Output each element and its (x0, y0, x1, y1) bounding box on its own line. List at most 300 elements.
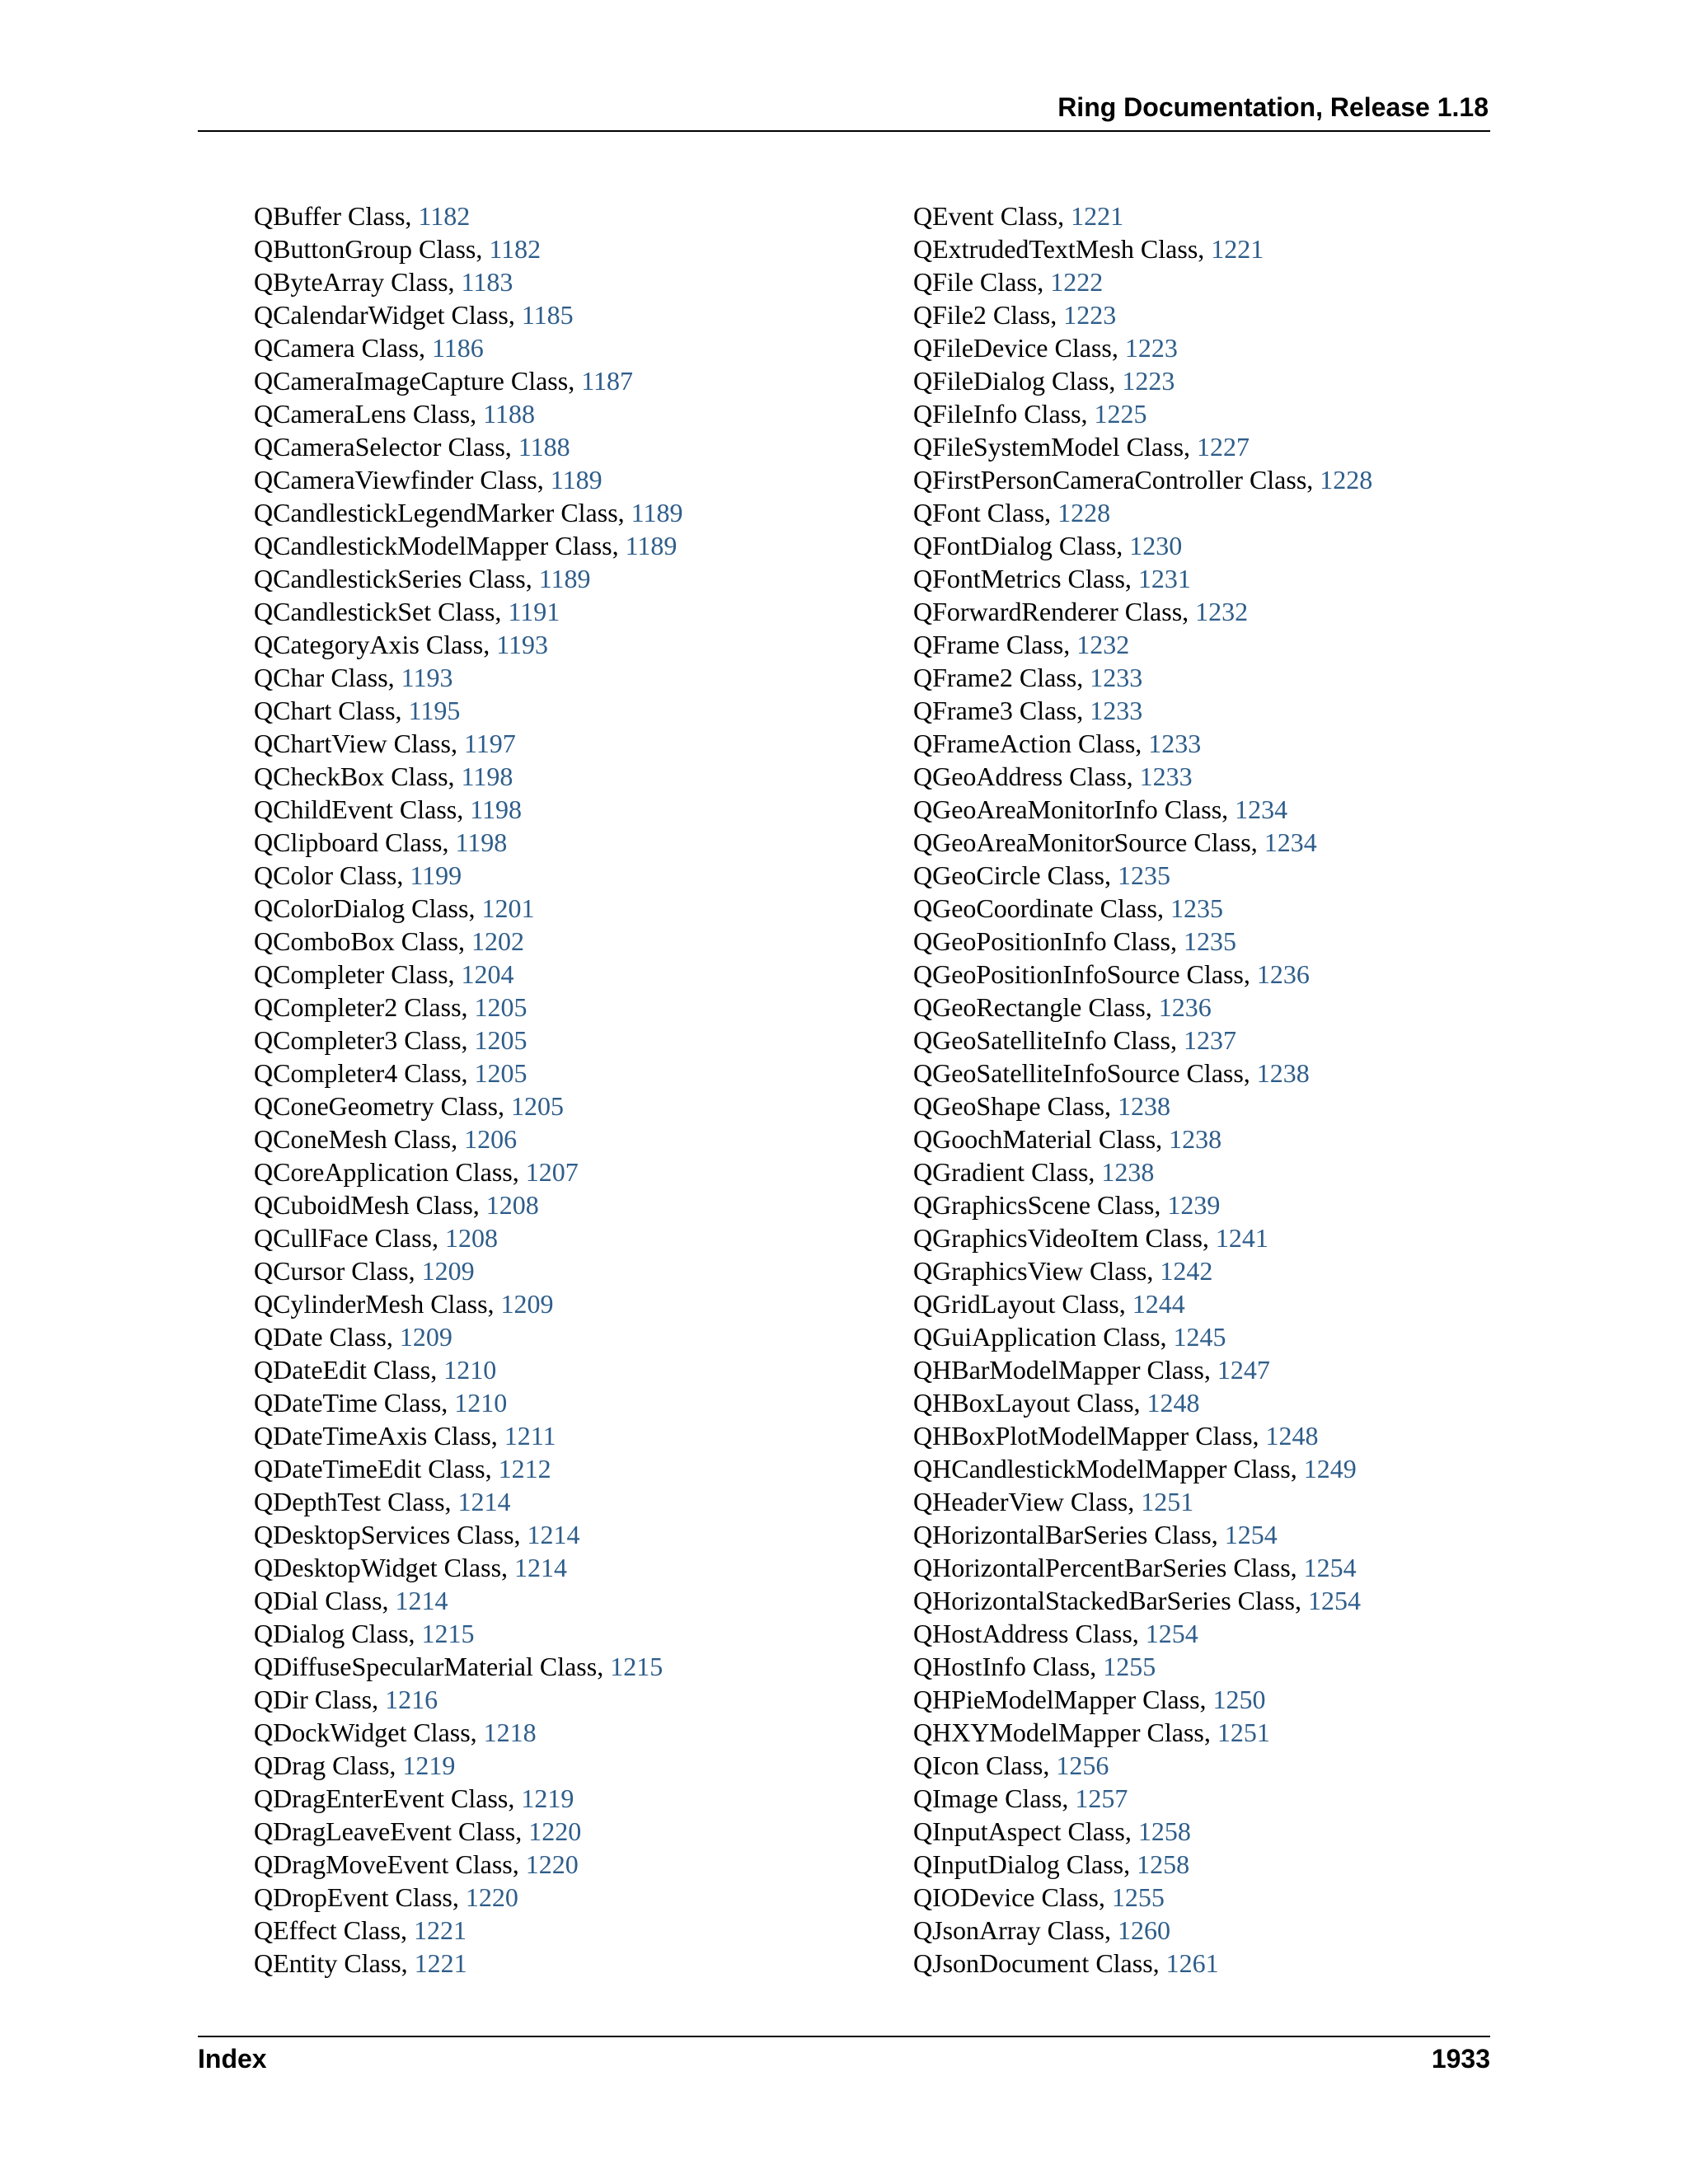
page-number-link[interactable]: 1201 (481, 893, 535, 923)
page-number-link[interactable]: 1205 (474, 1058, 528, 1088)
index-entry: QFileDevice Class, 1223 (913, 333, 1178, 363)
index-term: QFile Class (913, 267, 1038, 297)
index-term: QInputDialog Class (913, 1849, 1124, 1879)
page-number-link[interactable]: 1198 (455, 827, 508, 857)
index-term: QExtrudedTextMesh Class (913, 234, 1198, 264)
page-number-link[interactable]: 1234 (1235, 794, 1288, 824)
index-term: QCuboidMesh Class (254, 1190, 473, 1220)
index-entry: QComboBox Class, 1202 (254, 926, 525, 956)
index-term: QBuffer Class (254, 201, 406, 231)
index-term: QJsonArray Class (913, 1915, 1104, 1945)
index-term: QDateEdit Class (254, 1355, 431, 1385)
index-term: QHostAddress Class (913, 1619, 1132, 1648)
index-term: QClipboard Class (254, 827, 443, 857)
page-number-link[interactable]: 1193 (401, 663, 453, 692)
index-term: QHBoxPlotModelMapper Class (913, 1421, 1253, 1451)
page-number-link[interactable]: 1189 (625, 531, 678, 560)
page-number-link[interactable]: 1247 (1217, 1355, 1270, 1385)
index-entry: QGoochMaterial Class, 1238 (913, 1124, 1222, 1154)
index-entry: QHXYModelMapper Class, 1251 (913, 1718, 1270, 1747)
page-number-link[interactable]: 1227 (1197, 432, 1250, 462)
index-entry: QDateEdit Class, 1210 (254, 1355, 497, 1385)
page-number-link[interactable]: 1188 (518, 432, 570, 462)
index-entry: QCuboidMesh Class, 1208 (254, 1190, 539, 1220)
page-number-link[interactable]: 1232 (1195, 597, 1249, 626)
index-entry: QCheckBox Class, 1198 (254, 762, 513, 791)
index-entry: QHPieModelMapper Class, 1250 (913, 1685, 1266, 1714)
index-entry: QCandlestickLegendMarker Class, 1189 (254, 498, 683, 527)
index-term: QDateTime Class (254, 1388, 442, 1418)
index-term: QImage Class (913, 1783, 1062, 1813)
index-term: QDragMoveEvent Class (254, 1849, 513, 1879)
index-term: QDateTimeAxis Class (254, 1421, 491, 1451)
index-term: QCandlestickSet Class (254, 597, 495, 626)
index-term: QDesktopServices Class (254, 1520, 514, 1549)
index-entry: QHeaderView Class, 1251 (913, 1487, 1194, 1516)
index-entry: QDateTimeEdit Class, 1212 (254, 1454, 551, 1483)
index-term: QGeoAreaMonitorInfo Class (913, 794, 1222, 824)
index-entry: QDrag Class, 1219 (254, 1750, 456, 1780)
index-entry: QClipboard Class, 1198 (254, 827, 508, 857)
index-term: QCameraLens Class (254, 399, 471, 429)
index-term: QCheckBox Class (254, 762, 448, 791)
index-term: QComboBox Class (254, 926, 459, 956)
page-number-link[interactable]: 1215 (610, 1652, 663, 1681)
index-entry: QInputAspect Class, 1258 (913, 1816, 1191, 1846)
page-number-link[interactable]: 1258 (1137, 1849, 1190, 1879)
index-term: QEntity Class (254, 1948, 401, 1978)
index-term: QFile2 Class (913, 300, 1051, 330)
index-term: QCandlestickModelMapper Class (254, 531, 612, 560)
index-term: QFontMetrics Class (913, 564, 1125, 593)
index-entry: QExtrudedTextMesh Class, 1221 (913, 234, 1264, 264)
page-number-link[interactable]: 1222 (1050, 267, 1104, 297)
index-entry: QHBoxPlotModelMapper Class, 1248 (913, 1421, 1319, 1451)
index-entry: QCategoryAxis Class, 1193 (254, 630, 549, 659)
page-number-link[interactable]: 1183 (461, 267, 513, 297)
index-entry: QChildEvent Class, 1198 (254, 794, 523, 824)
index-entry: QCameraLens Class, 1188 (254, 399, 535, 429)
index-entry: QFile Class, 1222 (913, 267, 1104, 297)
index-entry: QGeoAreaMonitorSource Class, 1234 (913, 827, 1317, 857)
page-number-link[interactable]: 1238 (1117, 1091, 1170, 1121)
page-number-link[interactable]: 1233 (1090, 696, 1143, 725)
index-entry: QDateTimeAxis Class, 1211 (254, 1421, 556, 1451)
page-number-link[interactable]: 1242 (1160, 1256, 1213, 1286)
index-term: QHorizontalBarSeries Class (913, 1520, 1212, 1549)
index-entry: QGraphicsScene Class, 1239 (913, 1190, 1221, 1220)
index-entry: QDragMoveEvent Class, 1220 (254, 1849, 579, 1879)
page-number-link[interactable]: 1209 (421, 1256, 475, 1286)
index-term: QDepthTest Class (254, 1487, 445, 1516)
index-entry: QCullFace Class, 1208 (254, 1223, 498, 1253)
page-number-link[interactable]: 1260 (1117, 1915, 1170, 1945)
footer-divider (198, 2036, 1490, 2037)
page-number-link[interactable]: 1261 (1165, 1948, 1219, 1978)
index-entry: QDial Class, 1214 (254, 1586, 448, 1615)
index-term: QHeaderView Class (913, 1487, 1128, 1516)
page-number-link[interactable]: 1238 (1101, 1157, 1155, 1187)
index-entry: QFontMetrics Class, 1231 (913, 564, 1191, 593)
page-number-link[interactable]: 1205 (510, 1091, 564, 1121)
index-entry: QCylinderMesh Class, 1209 (254, 1289, 554, 1319)
index-term: QFileInfo Class (913, 399, 1081, 429)
page-number-link[interactable]: 1248 (1146, 1388, 1200, 1418)
page-number-link[interactable]: 1205 (474, 992, 528, 1022)
page-number-link[interactable]: 1254 (1303, 1553, 1357, 1582)
index-entry: QGeoRectangle Class, 1236 (913, 992, 1212, 1022)
index-entry: QCandlestickModelMapper Class, 1189 (254, 531, 678, 560)
page-number-link[interactable]: 1244 (1132, 1289, 1185, 1319)
index-term: QFileSystemModel Class (913, 432, 1184, 462)
index-entry: QFrame3 Class, 1233 (913, 696, 1143, 725)
page-number-link[interactable]: 1251 (1141, 1487, 1194, 1516)
page-number-link[interactable]: 1249 (1303, 1454, 1357, 1483)
page-number-link[interactable]: 1189 (631, 498, 683, 527)
page-number-link[interactable]: 1182 (489, 234, 542, 264)
page-number-link[interactable]: 1208 (485, 1190, 539, 1220)
index-entry: QHorizontalBarSeries Class, 1254 (913, 1520, 1278, 1549)
index-term: QGeoSatelliteInfoSource Class (913, 1058, 1244, 1088)
index-term: QCandlestickSeries Class (254, 564, 526, 593)
page-number-link[interactable]: 1209 (399, 1322, 452, 1352)
index-entry: QGridLayout Class, 1244 (913, 1289, 1185, 1319)
index-entry: QFrame2 Class, 1233 (913, 663, 1143, 692)
index-entry: QEntity Class, 1221 (254, 1948, 467, 1978)
index-term: QGeoCoordinate Class (913, 893, 1157, 923)
page-number-link[interactable]: 1210 (454, 1388, 508, 1418)
page-number-link[interactable]: 1238 (1256, 1058, 1310, 1088)
index-term: QDir Class (254, 1685, 373, 1714)
page-number-link[interactable]: 1239 (1167, 1190, 1221, 1220)
index-entry: QBuffer Class, 1182 (254, 201, 471, 231)
index-term: QFileDialog Class (913, 366, 1109, 396)
index-entry: QGeoAddress Class, 1233 (913, 762, 1193, 791)
index-term: QDesktopWidget Class (254, 1553, 502, 1582)
page-number-link[interactable]: 1257 (1075, 1783, 1128, 1813)
page-number-link[interactable]: 1206 (464, 1124, 518, 1154)
page-number-link[interactable]: 1234 (1264, 827, 1317, 857)
index-term: QColorDialog Class (254, 893, 469, 923)
index-entry: QChartView Class, 1197 (254, 729, 516, 758)
index-entry: QFontDialog Class, 1230 (913, 531, 1183, 560)
page-number-link[interactable]: 1210 (443, 1355, 497, 1385)
index-term: QGeoRectangle Class (913, 992, 1146, 1022)
index-entry: QForwardRenderer Class, 1232 (913, 597, 1249, 626)
page-number-link[interactable]: 1220 (528, 1816, 582, 1846)
index-term: QDiffuseSpecularMaterial Class (254, 1652, 598, 1681)
index-term: QDropEvent Class (254, 1882, 452, 1912)
index-term: QGeoAreaMonitorSource Class (913, 827, 1251, 857)
index-term: QJsonDocument Class (913, 1948, 1153, 1978)
page-number-link[interactable]: 1223 (1122, 366, 1175, 396)
index-term: QByteArray Class (254, 267, 448, 297)
index-term: QColor Class (254, 860, 397, 890)
page-number-link[interactable]: 1197 (463, 729, 516, 758)
page-number-link[interactable]: 1202 (471, 926, 525, 956)
index-term: QCompleter Class (254, 959, 448, 989)
index-entry: QChar Class, 1193 (254, 663, 453, 692)
index-entry: QCamera Class, 1186 (254, 333, 484, 363)
index-entry: QHostAddress Class, 1254 (913, 1619, 1198, 1648)
page-number-link[interactable]: 1195 (408, 696, 461, 725)
index-term: QEvent Class (913, 201, 1058, 231)
page-header-title: Ring Documentation, Release 1.18 (1057, 92, 1489, 122)
index-entry: QFile2 Class, 1223 (913, 300, 1117, 330)
page-number-link[interactable]: 1211 (504, 1421, 556, 1451)
index-entry: QDepthTest Class, 1214 (254, 1487, 511, 1516)
index-term: QGraphicsVideoItem Class (913, 1223, 1203, 1253)
index-term: QCategoryAxis Class (254, 630, 484, 659)
page-number-link[interactable]: 1220 (525, 1849, 579, 1879)
index-term: QGraphicsView Class (913, 1256, 1147, 1286)
index-term: QCompleter4 Class (254, 1058, 462, 1088)
index-entry: QDate Class, 1209 (254, 1322, 452, 1352)
page-number-link[interactable]: 1228 (1320, 465, 1373, 494)
page-number-link[interactable]: 1232 (1076, 630, 1130, 659)
page-number-link[interactable]: 1235 (1170, 893, 1223, 923)
index-term: QHCandlestickModelMapper Class (913, 1454, 1291, 1483)
index-entry: QHCandlestickModelMapper Class, 1249 (913, 1454, 1357, 1483)
page-number-link[interactable]: 1223 (1124, 333, 1178, 363)
index-entry: QDir Class, 1216 (254, 1685, 438, 1714)
index-term: QChar Class (254, 663, 388, 692)
page-number-link[interactable]: 1214 (514, 1553, 568, 1582)
index-entry: QHostInfo Class, 1255 (913, 1652, 1156, 1681)
index-term: QHorizontalStackedBarSeries Class (913, 1586, 1295, 1615)
index-term: QDragLeaveEvent Class (254, 1816, 516, 1846)
index-entry: QDesktopWidget Class, 1214 (254, 1553, 568, 1582)
index-term: QForwardRenderer Class (913, 597, 1183, 626)
index-term: QDialog Class (254, 1619, 409, 1648)
index-entry: QHorizontalPercentBarSeries Class, 1254 (913, 1553, 1357, 1582)
index-term: QFrame Class (913, 630, 1064, 659)
index-entry: QFont Class, 1228 (913, 498, 1111, 527)
index-entry: QImage Class, 1257 (913, 1783, 1128, 1813)
index-entry: QGeoPositionInfo Class, 1235 (913, 926, 1236, 956)
page-number-link[interactable]: 1254 (1224, 1520, 1278, 1549)
page-number-link[interactable]: 1219 (402, 1750, 456, 1780)
index-entry: QGeoAreaMonitorInfo Class, 1234 (913, 794, 1288, 824)
index-term: QGoochMaterial Class (913, 1124, 1156, 1154)
index-entry: QGeoCircle Class, 1235 (913, 860, 1170, 890)
index-term: QCompleter3 Class (254, 1025, 462, 1055)
page-number-link[interactable]: 1216 (385, 1685, 438, 1714)
index-term: QFileDevice Class (913, 333, 1112, 363)
index-entry: QFirstPersonCameraController Class, 1228 (913, 465, 1373, 494)
page-number-link[interactable]: 1255 (1103, 1652, 1156, 1681)
index-entry: QCandlestickSet Class, 1191 (254, 597, 560, 626)
index-entry: QGeoPositionInfoSource Class, 1236 (913, 959, 1310, 989)
page-number-link[interactable]: 1231 (1137, 564, 1191, 593)
page-number-link[interactable]: 1186 (431, 333, 484, 363)
page-number-link[interactable]: 1251 (1217, 1718, 1270, 1747)
index-term: QConeMesh Class (254, 1124, 452, 1154)
index-term: QCullFace Class (254, 1223, 432, 1253)
index-entry: QConeMesh Class, 1206 (254, 1124, 518, 1154)
index-term: QCamera Class (254, 333, 419, 363)
page-number-link[interactable]: 1209 (500, 1289, 554, 1319)
index-term: QHBarModelMapper Class (913, 1355, 1204, 1385)
page-number-link[interactable]: 1225 (1094, 399, 1147, 429)
page-number-link[interactable]: 1199 (410, 860, 462, 890)
page-number-link[interactable]: 1189 (538, 564, 591, 593)
page-number-link[interactable]: 1241 (1215, 1223, 1268, 1253)
index-entry: QHBoxLayout Class, 1248 (913, 1388, 1200, 1418)
page-number-link[interactable]: 1215 (421, 1619, 475, 1648)
page-number-link[interactable]: 1228 (1057, 498, 1111, 527)
page-number-link[interactable]: 1233 (1090, 663, 1143, 692)
index-entry: QGeoSatelliteInfoSource Class, 1238 (913, 1058, 1310, 1088)
page-number-link[interactable]: 1198 (470, 794, 523, 824)
index-entry: QEvent Class, 1221 (913, 201, 1124, 231)
page-number-link[interactable]: 1250 (1212, 1685, 1266, 1714)
page-number-link[interactable]: 1238 (1169, 1124, 1222, 1154)
page-number-link[interactable]: 1221 (414, 1948, 467, 1978)
footer-page-number: 1933 (1431, 2044, 1490, 2074)
index-column-left (254, 199, 682, 1980)
index-term: QDragEnterEvent Class (254, 1783, 509, 1813)
index-entry: QGradient Class, 1238 (913, 1157, 1155, 1187)
index-entry: QCompleter4 Class, 1205 (254, 1058, 528, 1088)
index-term: QGeoSatelliteInfo Class (913, 1025, 1170, 1055)
index-term: QHXYModelMapper Class (913, 1718, 1204, 1747)
index-term: QFrame3 Class (913, 696, 1077, 725)
index-entry: QGeoShape Class, 1238 (913, 1091, 1170, 1121)
index-entry: QDockWidget Class, 1218 (254, 1718, 537, 1747)
page-number-link[interactable]: 1221 (1071, 201, 1124, 231)
page-number-link[interactable]: 1198 (461, 762, 513, 791)
page-number-link[interactable]: 1182 (418, 201, 471, 231)
index-entry: QGraphicsVideoItem Class, 1241 (913, 1223, 1268, 1253)
index-entry: QCalendarWidget Class, 1185 (254, 300, 574, 330)
page-number-link[interactable]: 1191 (508, 597, 560, 626)
page-number-link[interactable]: 1233 (1139, 762, 1193, 791)
index-term: QDial Class (254, 1586, 382, 1615)
index-term: QGradient Class (913, 1157, 1089, 1187)
page-number-link[interactable]: 1221 (1211, 234, 1264, 264)
page-number-link[interactable]: 1219 (521, 1783, 574, 1813)
page-number-link[interactable]: 1214 (395, 1586, 448, 1615)
index-term: QDrag Class (254, 1750, 390, 1780)
index-term: QCoreApplication Class (254, 1157, 513, 1187)
index-term: QCameraViewfinder Class (254, 465, 537, 494)
page-number-link[interactable]: 1188 (483, 399, 535, 429)
page-number-link[interactable]: 1235 (1184, 926, 1236, 956)
index-term: QCompleter2 Class (254, 992, 462, 1022)
page-number-link[interactable]: 1230 (1129, 531, 1183, 560)
index-entry: QEffect Class, 1221 (254, 1915, 467, 1945)
index-entry: QCompleter2 Class, 1205 (254, 992, 528, 1022)
page-number-link[interactable]: 1208 (444, 1223, 498, 1253)
page-number-link[interactable]: 1256 (1056, 1750, 1109, 1780)
index-term: QCameraImageCapture Class (254, 366, 569, 396)
index-entry: QHBarModelMapper Class, 1247 (913, 1355, 1270, 1385)
index-entry: QDialog Class, 1215 (254, 1619, 475, 1648)
page-number-link[interactable]: 1189 (550, 465, 603, 494)
index-entry: QCursor Class, 1209 (254, 1256, 475, 1286)
index-term: QIODevice Class (913, 1882, 1099, 1912)
index-entry: QIcon Class, 1256 (913, 1750, 1109, 1780)
page-number-link[interactable]: 1245 (1173, 1322, 1226, 1352)
page-number-link[interactable]: 1236 (1256, 959, 1310, 989)
page-number-link[interactable]: 1185 (521, 300, 574, 330)
index-entry: QFrame Class, 1232 (913, 630, 1130, 659)
index-entry: QIODevice Class, 1255 (913, 1882, 1165, 1912)
index-entry: QDateTime Class, 1210 (254, 1388, 508, 1418)
page-number-link[interactable]: 1205 (474, 1025, 528, 1055)
index-entry: QCameraImageCapture Class, 1187 (254, 366, 634, 396)
index-entry: QInputDialog Class, 1258 (913, 1849, 1190, 1879)
index-column-right (913, 199, 1372, 1980)
index-term: QChart Class (254, 696, 396, 725)
page-number-link[interactable]: 1214 (527, 1520, 580, 1549)
index-term: QCursor Class (254, 1256, 409, 1286)
index-entry: QGeoCoordinate Class, 1235 (913, 893, 1223, 923)
index-term: QChartView Class (254, 729, 451, 758)
index-term: QHPieModelMapper Class (913, 1685, 1200, 1714)
index-term: QFirstPersonCameraController Class (913, 465, 1307, 494)
index-term: QGridLayout Class (913, 1289, 1119, 1319)
index-entry: QCandlestickSeries Class, 1189 (254, 564, 591, 593)
page-number-link[interactable]: 1212 (498, 1454, 551, 1483)
index-term: QGeoPositionInfo Class (913, 926, 1170, 956)
page-number-link[interactable]: 1236 (1158, 992, 1212, 1022)
index-term: QGeoCircle Class (913, 860, 1104, 890)
page-number-link[interactable]: 1214 (457, 1487, 511, 1516)
index-entry: QChart Class, 1195 (254, 696, 461, 725)
index-entry: QCoreApplication Class, 1207 (254, 1157, 579, 1187)
index-entry: QDragLeaveEvent Class, 1220 (254, 1816, 582, 1846)
page-number-link[interactable]: 1237 (1183, 1025, 1236, 1055)
index-term: QGeoPositionInfoSource Class (913, 959, 1244, 989)
index-entry: QFileDialog Class, 1223 (913, 366, 1175, 396)
page-number-link[interactable]: 1254 (1308, 1586, 1361, 1615)
index-entry: QCompleter Class, 1204 (254, 959, 514, 989)
index-term: QGuiApplication Class (913, 1322, 1160, 1352)
page-number-link[interactable]: 1223 (1063, 300, 1117, 330)
index-term: QDate Class (254, 1322, 387, 1352)
page-number-link[interactable]: 1221 (414, 1915, 467, 1945)
index-term: QGeoAddress Class (913, 762, 1127, 791)
page-number-link[interactable]: 1255 (1111, 1882, 1165, 1912)
page-number-link[interactable]: 1258 (1137, 1816, 1191, 1846)
index-term: QGeoShape Class (913, 1091, 1104, 1121)
index-term: QHBoxLayout Class (913, 1388, 1134, 1418)
index-term: QCylinderMesh Class (254, 1289, 488, 1319)
index-entry: QHorizontalStackedBarSeries Class, 1254 (913, 1586, 1361, 1615)
index-entry: QCameraSelector Class, 1188 (254, 432, 570, 462)
page-number-link[interactable]: 1187 (581, 366, 634, 396)
footer-section-label: Index (198, 2044, 267, 2074)
page-number-link[interactable]: 1218 (483, 1718, 537, 1747)
page-number-link[interactable]: 1233 (1148, 729, 1202, 758)
page-number-link[interactable]: 1193 (496, 630, 549, 659)
index-entry: QGuiApplication Class, 1245 (913, 1322, 1226, 1352)
page-number-link[interactable]: 1254 (1145, 1619, 1198, 1648)
page-number-link[interactable]: 1204 (461, 959, 514, 989)
header-divider (198, 130, 1490, 132)
index-entry: QFileInfo Class, 1225 (913, 399, 1147, 429)
page-number-link[interactable]: 1207 (525, 1157, 579, 1187)
index-term: QConeGeometry Class (254, 1091, 498, 1121)
index-entry: QDesktopServices Class, 1214 (254, 1520, 580, 1549)
index-term: QFont Class (913, 498, 1045, 527)
page-number-link[interactable]: 1235 (1117, 860, 1170, 890)
page-number-link[interactable]: 1248 (1265, 1421, 1319, 1451)
index-entry: QCompleter3 Class, 1205 (254, 1025, 528, 1055)
page-number-link[interactable]: 1220 (465, 1882, 518, 1912)
